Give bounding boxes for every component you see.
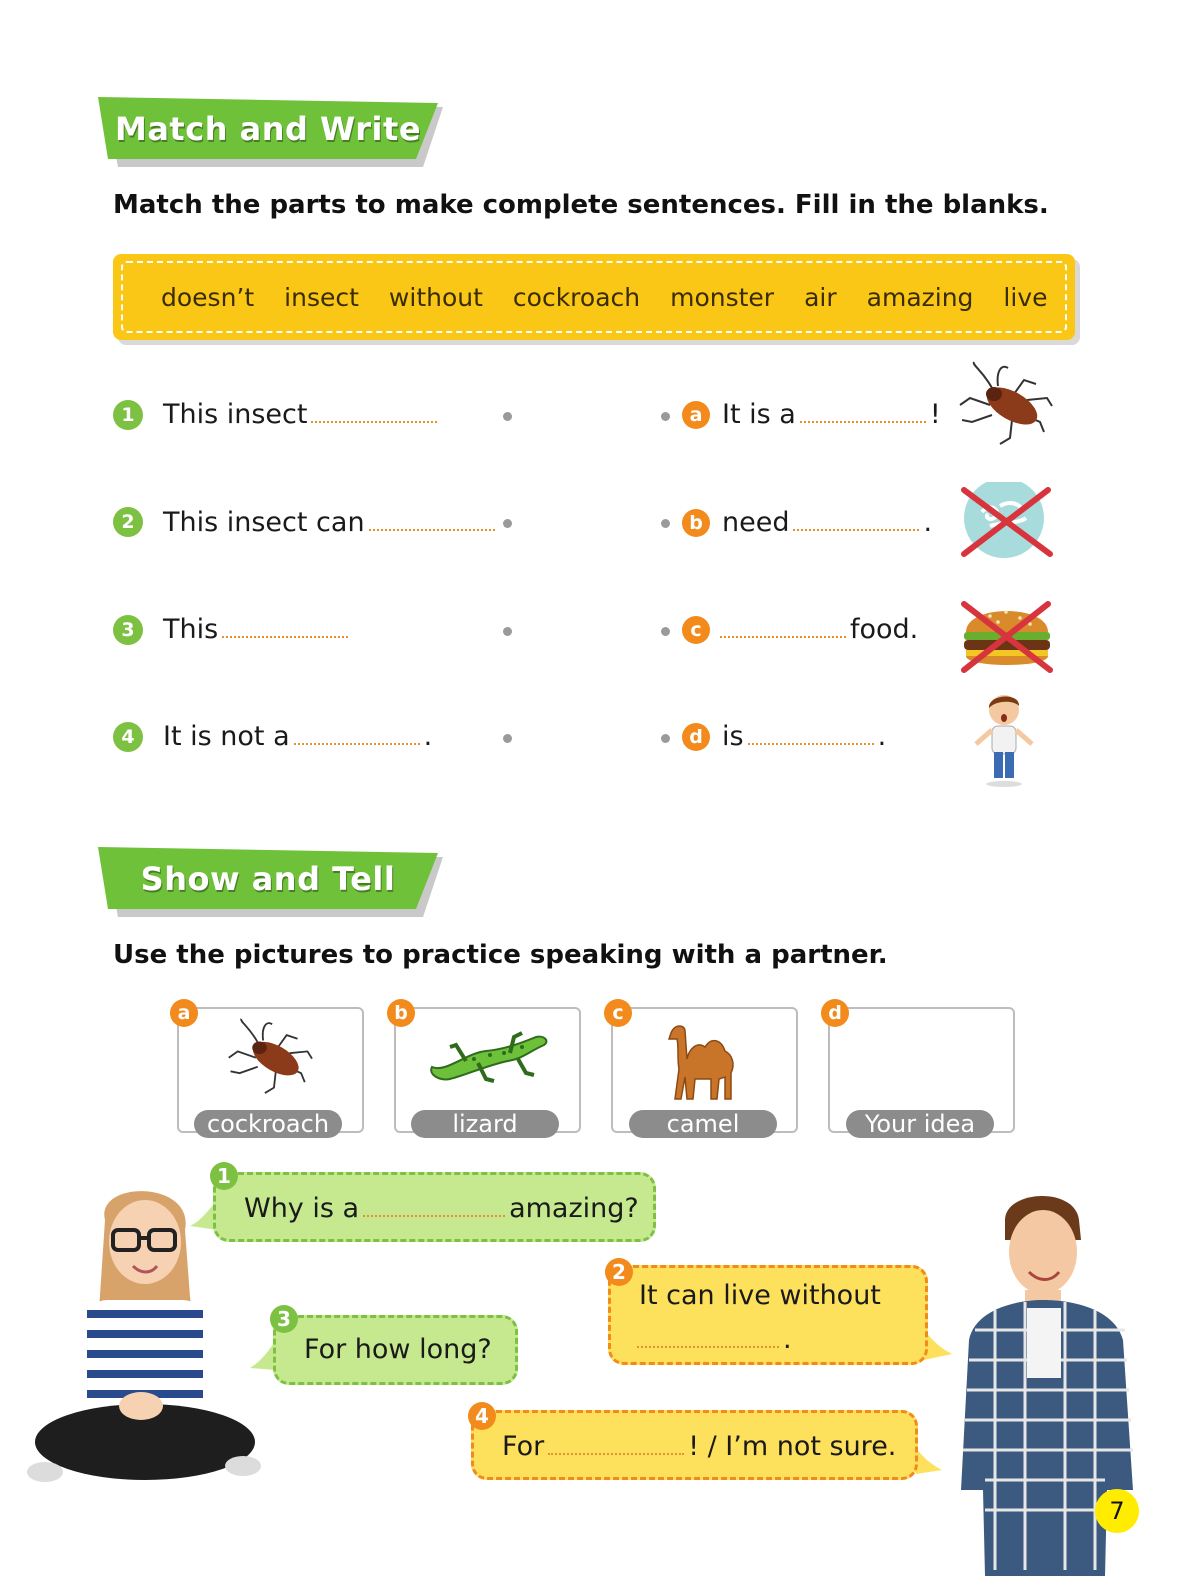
bubble-number-badge: 4 [468, 1402, 496, 1430]
answer-blank[interactable] [369, 505, 495, 531]
bubble-text-end: amazing? [509, 1193, 639, 1224]
match-dot-left[interactable] [503, 519, 512, 528]
no-burger-icon [960, 598, 1055, 680]
page-number: 7 [1095, 1489, 1139, 1533]
answer-blank[interactable] [548, 1429, 684, 1455]
no-air-icon [960, 482, 1055, 564]
answer-blank[interactable] [294, 719, 420, 745]
sentence-end: . [923, 507, 933, 538]
bubble-text: For how long? [304, 1334, 492, 1365]
instruction-text: Use the pictures to practice speaking with a partner. [113, 940, 888, 970]
sentence-text: is [722, 721, 744, 752]
card-letter-badge: d [821, 999, 849, 1027]
answer-blank[interactable] [311, 397, 437, 423]
bubble-number-badge: 3 [270, 1305, 298, 1333]
speech-bubble-2 [608, 1265, 928, 1365]
word-bank-item: amazing [866, 282, 974, 312]
speech-bubble-4 [471, 1410, 918, 1480]
match-dot-right[interactable] [661, 412, 670, 421]
right-sentence-d [722, 719, 886, 752]
word-bank-item: without [388, 282, 483, 312]
answer-blank[interactable] [793, 505, 919, 531]
card-label: Your idea [846, 1110, 994, 1138]
item-letter-badge: a [682, 401, 710, 429]
right-sentence-b [722, 505, 932, 538]
left-sentence-4 [163, 719, 432, 752]
sentence-text: need [722, 507, 790, 538]
match-dot-left[interactable] [503, 734, 512, 743]
sentence-text: This insect can [163, 507, 365, 538]
card-letter-badge: c [604, 999, 632, 1027]
sentence-end: . [877, 721, 887, 752]
word-bank-item: doesn’t [161, 282, 255, 312]
bubble-text: It can live without [639, 1280, 881, 1311]
bubble-text-end: ! / I’m not sure. [688, 1431, 897, 1462]
answer-blank[interactable] [637, 1322, 779, 1348]
card-label: lizard [411, 1110, 559, 1138]
card-letter-badge: a [170, 999, 198, 1027]
bubble-text [502, 1429, 896, 1462]
answer-blank[interactable] [748, 719, 874, 745]
item-letter-badge: c [682, 616, 710, 644]
right-sentence-a [722, 397, 941, 430]
bubble-number-badge: 1 [210, 1162, 238, 1190]
word-bank-item: live [1003, 282, 1048, 312]
card-letter-badge: b [387, 999, 415, 1027]
item-number-badge: 1 [113, 400, 143, 430]
sentence-text: It is not a [163, 721, 290, 752]
match-dot-left[interactable] [503, 627, 512, 636]
word-bank-item: monster [670, 282, 775, 312]
word-bank-list [121, 261, 1067, 333]
scared-boy-icon [970, 690, 1038, 792]
sentence-end: . [423, 721, 433, 752]
sentence-end: ! [929, 399, 941, 430]
item-number-badge: 4 [113, 722, 143, 752]
item-number-badge: 2 [113, 507, 143, 537]
bubble-text [244, 1191, 639, 1224]
word-bank-item: insect [284, 282, 359, 312]
item-letter-badge: d [682, 723, 710, 751]
lizard-icon [426, 1023, 552, 1087]
bubble-number-badge: 2 [605, 1258, 633, 1286]
match-dot-right[interactable] [661, 519, 670, 528]
answer-blank[interactable] [363, 1191, 505, 1217]
bubble-text-line2 [633, 1322, 792, 1355]
card-label: cockroach [194, 1110, 342, 1138]
answer-blank[interactable] [222, 612, 348, 638]
word-bank-item: cockroach [512, 282, 641, 312]
card-label: camel [629, 1110, 777, 1138]
left-sentence-2 [163, 505, 499, 538]
cockroach-icon [219, 1017, 319, 1103]
left-sentence-1 [163, 397, 441, 430]
camel-icon [663, 1019, 743, 1105]
section-banner-show-and-tell [98, 847, 443, 911]
match-dot-left[interactable] [503, 412, 512, 421]
cockroach-icon [952, 360, 1057, 459]
section-banner-match-and-write [98, 97, 443, 161]
section-title: Match and Write [114, 110, 422, 148]
answer-blank[interactable] [800, 397, 926, 423]
answer-blank[interactable] [720, 612, 846, 638]
speech-bubble-3 [273, 1315, 518, 1385]
bubble-text-start: For [502, 1431, 545, 1462]
speech-bubble-1 [213, 1172, 656, 1242]
sentence-text: This [163, 614, 219, 645]
left-sentence-3 [163, 612, 352, 645]
sentence-text: It is a [722, 399, 796, 430]
sentence-text: This insect [163, 399, 308, 430]
match-dot-right[interactable] [661, 627, 670, 636]
instruction-text: Match the parts to make complete sentences. Fill in the blanks. [113, 190, 1049, 220]
right-sentence-c [716, 612, 918, 645]
bubble-text-end: . [783, 1324, 792, 1355]
word-bank [113, 254, 1075, 340]
sentence-end: food. [850, 614, 919, 645]
section-title: Show and Tell [140, 860, 396, 898]
item-number-badge: 3 [113, 615, 143, 645]
word-bank-item: air [804, 282, 837, 312]
bubble-text-start: Why is a [244, 1193, 360, 1224]
match-dot-right[interactable] [661, 734, 670, 743]
item-letter-badge: b [682, 509, 710, 537]
